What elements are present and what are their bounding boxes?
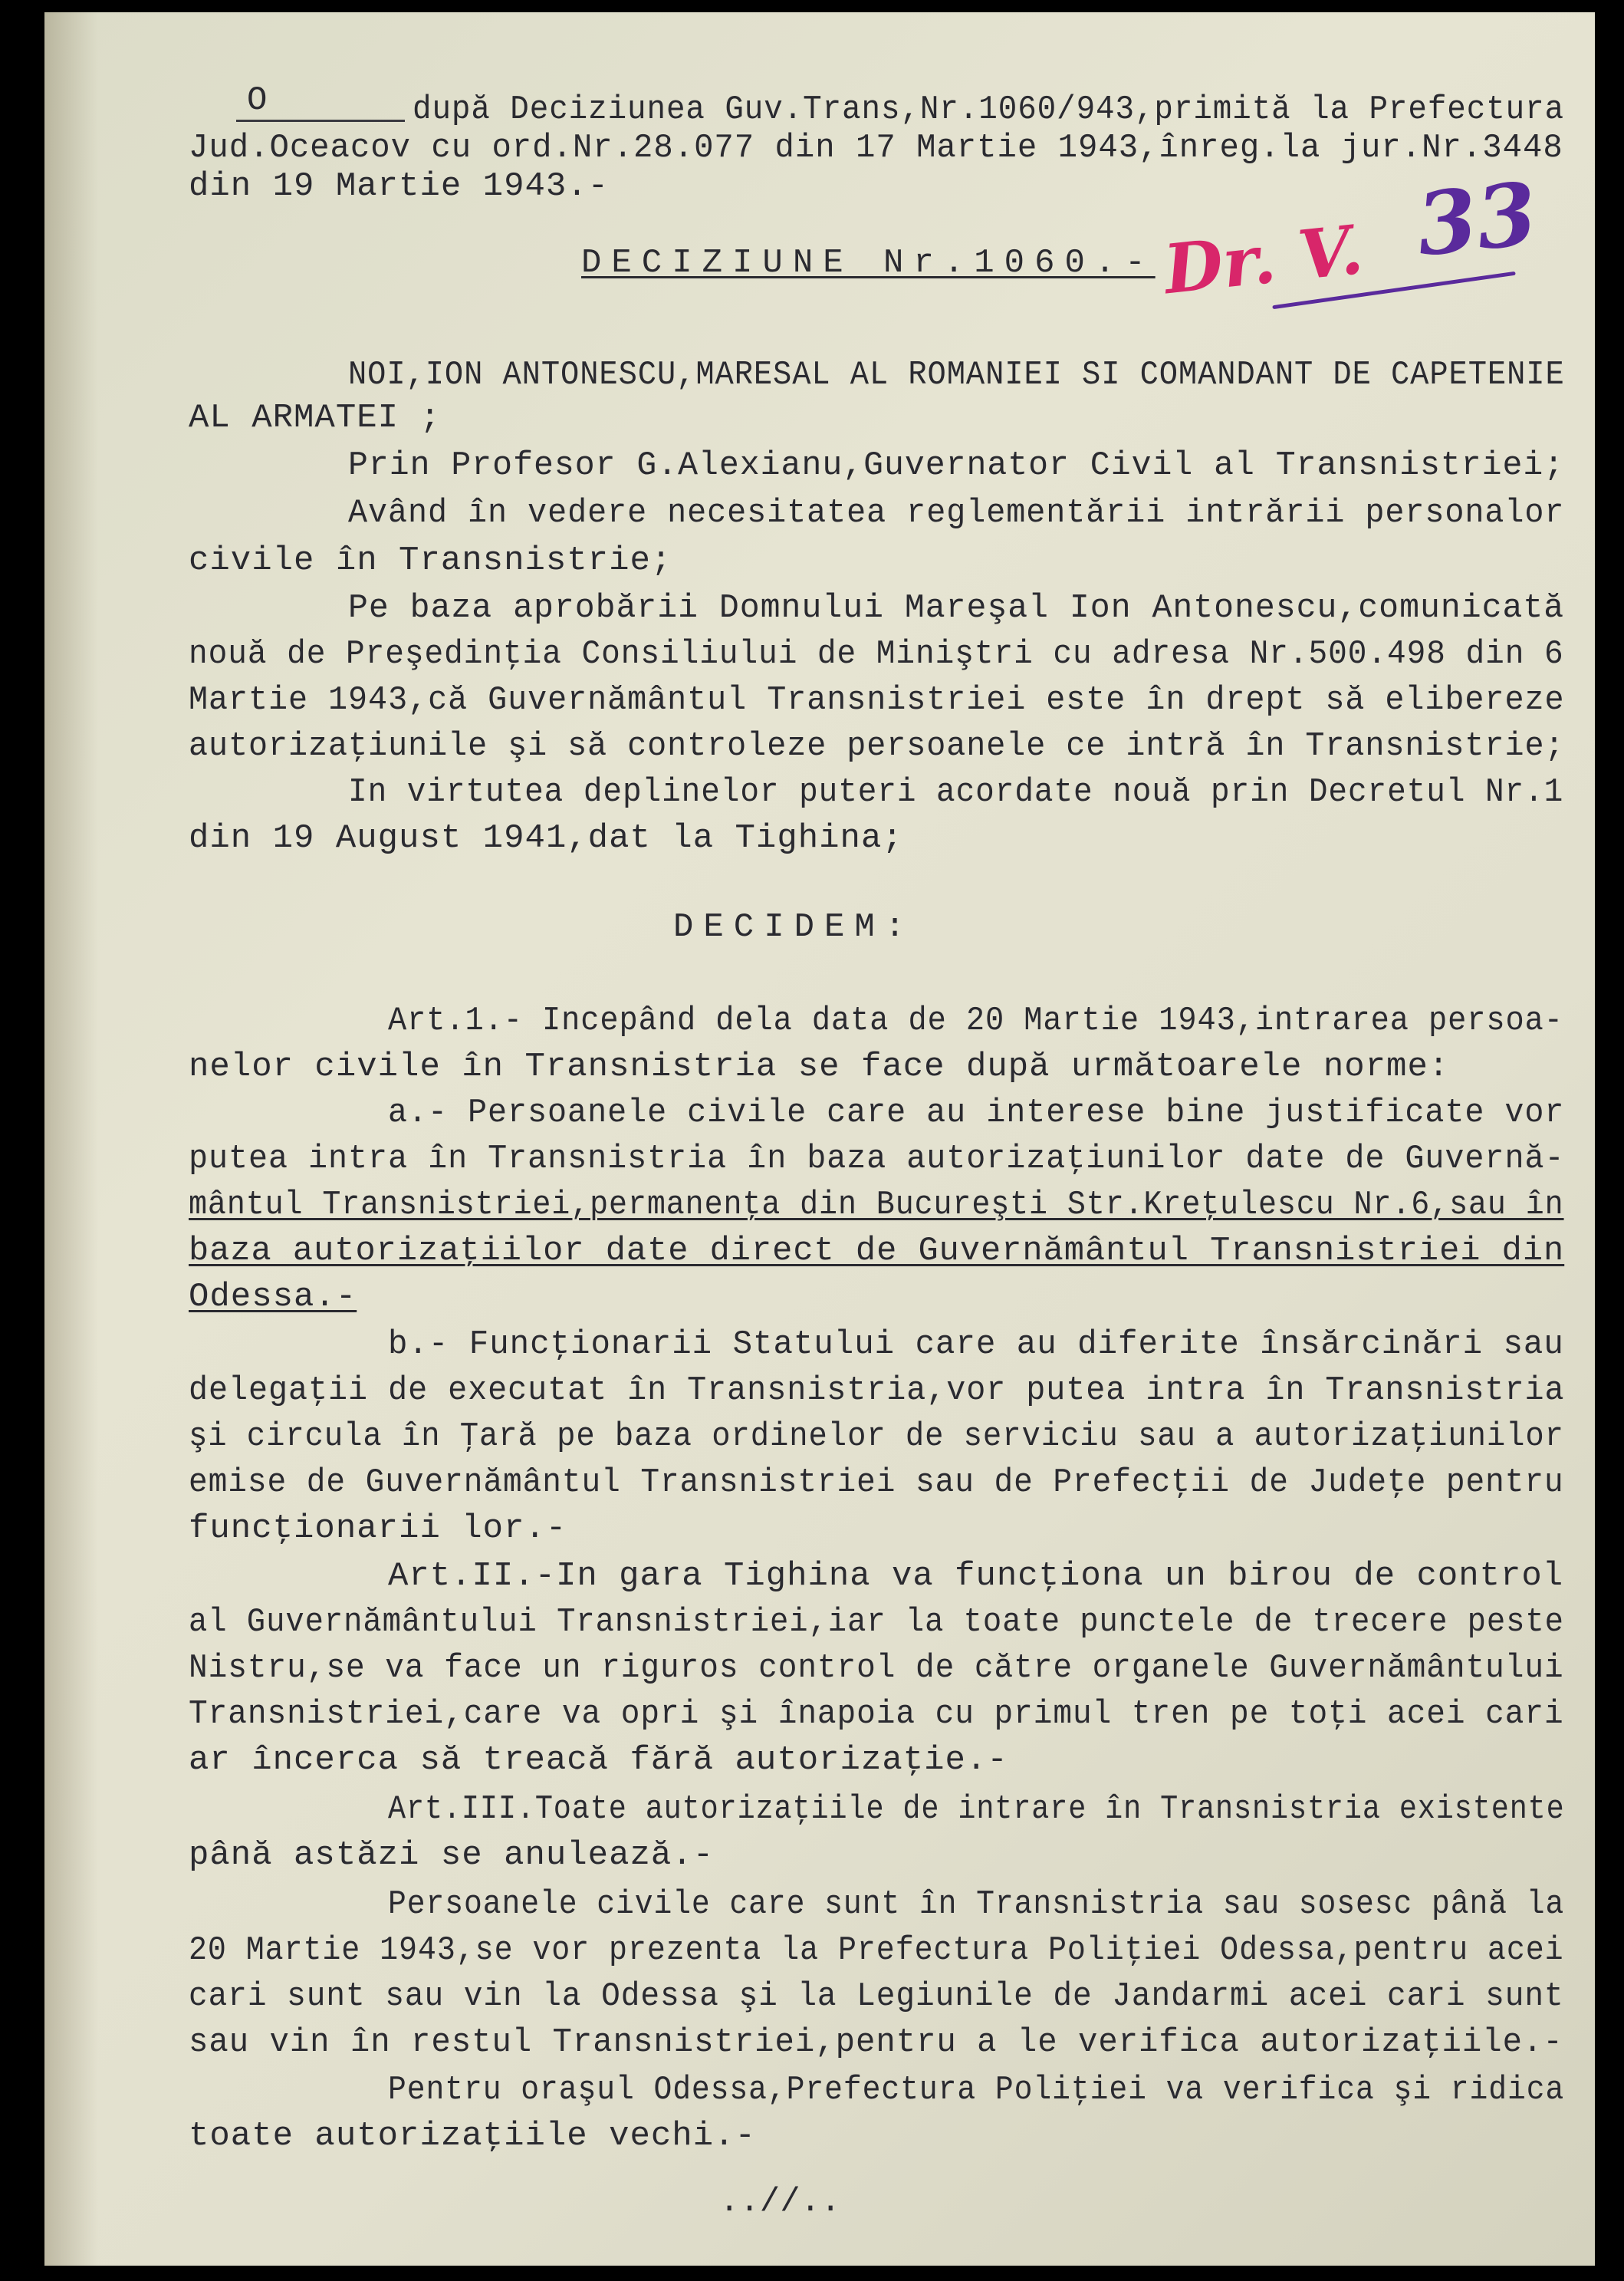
preamble-line-7: nouă de Preşedinţia Consiliului de Miniştri cu adresa Nr.500.498 din 6	[189, 635, 1564, 673]
body-line-18: Art.III.Toate autorizaţiile de intrare în Transnistria existente	[388, 1790, 1565, 1828]
preamble-line-10: In virtutea deplinelor puteri acordate nouă prin Decretul Nr.1	[348, 773, 1564, 811]
body-line-5: mântul Transnistriei,permanenţa din Bucureşti Str.Kreţulescu Nr.6,sau în	[189, 1186, 1564, 1224]
body-line-25: toate autorizaţiile vechi.-	[189, 2117, 756, 2155]
preamble-line-2: AL ARMATEI ;	[189, 399, 441, 437]
preamble-line-3: Prin Profesor G.Alexianu,Guvernator Civil al Transnistriei;	[348, 446, 1565, 485]
purple-handwritten-number: 33	[1412, 163, 1542, 276]
header-line-2: Jud.Oceacov cu ord.Nr.28.077 din 17 Martie 1943,înreg.la jur.Nr.3448	[189, 129, 1563, 167]
body-line-2: nelor civile în Transnistria se face după următoarele norme:	[189, 1048, 1450, 1086]
reference-underline	[236, 120, 405, 122]
body-line-13: Art.II.-In gara Tighina va funcţiona un birou de control	[388, 1557, 1564, 1595]
decidem-heading: DECIDEM:	[673, 908, 916, 946]
reference-number: O	[247, 81, 268, 120]
preamble-line-11: din 19 August 1941,dat la Tighina;	[189, 819, 903, 857]
body-line-6: baza autorizaţiilor date direct de Guvernământul Transnistriei din	[189, 1232, 1565, 1270]
body-line-9: delegaţii de executat în Transnistria,vor putea intra în Transnistria	[189, 1371, 1565, 1410]
preamble-line-4: Având în vedere necesitatea reglementării intrării personalor	[348, 494, 1565, 532]
body-line-8: b.- Funcţionarii Statului care au diferite însărcinări sau	[388, 1325, 1564, 1364]
preamble-line-6: Pe baza aprobării Domnului Mareşal Ion Antonescu,comunicată	[348, 589, 1565, 627]
page-continuation-mark: ..//..	[719, 2183, 841, 2221]
body-line-22: cari sunt sau vin la Odessa şi la Legiunile de Jandarmi acei cari sunt	[189, 1977, 1564, 2016]
body-line-11: emise de Guvernământul Transnistriei sau de Prefecţii de Judeţe pentru	[189, 1463, 1564, 1502]
body-line-16: Transnistriei,care va opri şi înapoia cu primul tren pe toţi acei cari	[189, 1695, 1564, 1733]
body-line-4: putea intra în Transnistria în baza autorizaţiunilor date de Guvernă-	[189, 1140, 1565, 1178]
body-line-7: Odessa.-	[189, 1278, 357, 1316]
red-handwritten-note: Dr. V.	[1160, 209, 1367, 310]
preamble-line-9: autorizaţiunile şi să controleze persoanele ce intră în Transnistrie;	[189, 727, 1565, 765]
body-line-14: al Guvernământului Transnistriei,iar la toate punctele de trecere peste	[189, 1603, 1564, 1641]
preamble-line-8: Martie 1943,că Guvernământul Transnistriei este în drept să elibereze	[189, 681, 1565, 719]
header-line-1: după Deciziunea Guv.Trans,Nr.1060/943,primită la Prefectura	[413, 91, 1565, 129]
body-line-19: până astăzi se anulează.-	[189, 1836, 715, 1875]
document-page	[44, 12, 1595, 2266]
body-line-12: funcţionarii lor.-	[189, 1509, 567, 1548]
body-line-15: Nistru,se va face un riguros control de către organele Guvernământului	[189, 1649, 1564, 1687]
body-line-21: 20 Martie 1943,se vor prezenta la Prefectura Poliţiei Odessa,pentru acei	[189, 1931, 1564, 1970]
body-line-3: a.- Persoanele civile care au interese bine justificate vor	[388, 1094, 1565, 1132]
body-line-17: ar încerca să treacă fără autorizaţie.-	[189, 1741, 1008, 1779]
header-line-3: din 19 Martie 1943.-	[189, 167, 610, 206]
preamble-line-5: civile în Transnistrie;	[189, 541, 672, 580]
body-line-10: şi circula în Ţară pe baza ordinelor de serviciu sau a autorizaţiunilor	[189, 1417, 1564, 1456]
preamble-line-1: NOI,ION ANTONESCU,MARESAL AL ROMANIEI SI COMANDANT DE CAPETENIE	[348, 356, 1565, 394]
body-line-1: Art.1.- Incepând dela data de 20 Martie 1943,intrarea persoa-	[388, 1002, 1563, 1040]
body-line-24: Pentru oraşul Odessa,Prefectura Poliţiei va verifica şi ridica	[388, 2071, 1565, 2109]
document-title: DECIZIUNE Nr.1060.-	[581, 244, 1156, 282]
body-line-23: sau vin în restul Transnistriei,pentru a le verifica autorizaţiile.-	[189, 2023, 1563, 2062]
body-line-20: Persoanele civile care sunt în Transnistria sau sosesc până la	[388, 1885, 1565, 1924]
